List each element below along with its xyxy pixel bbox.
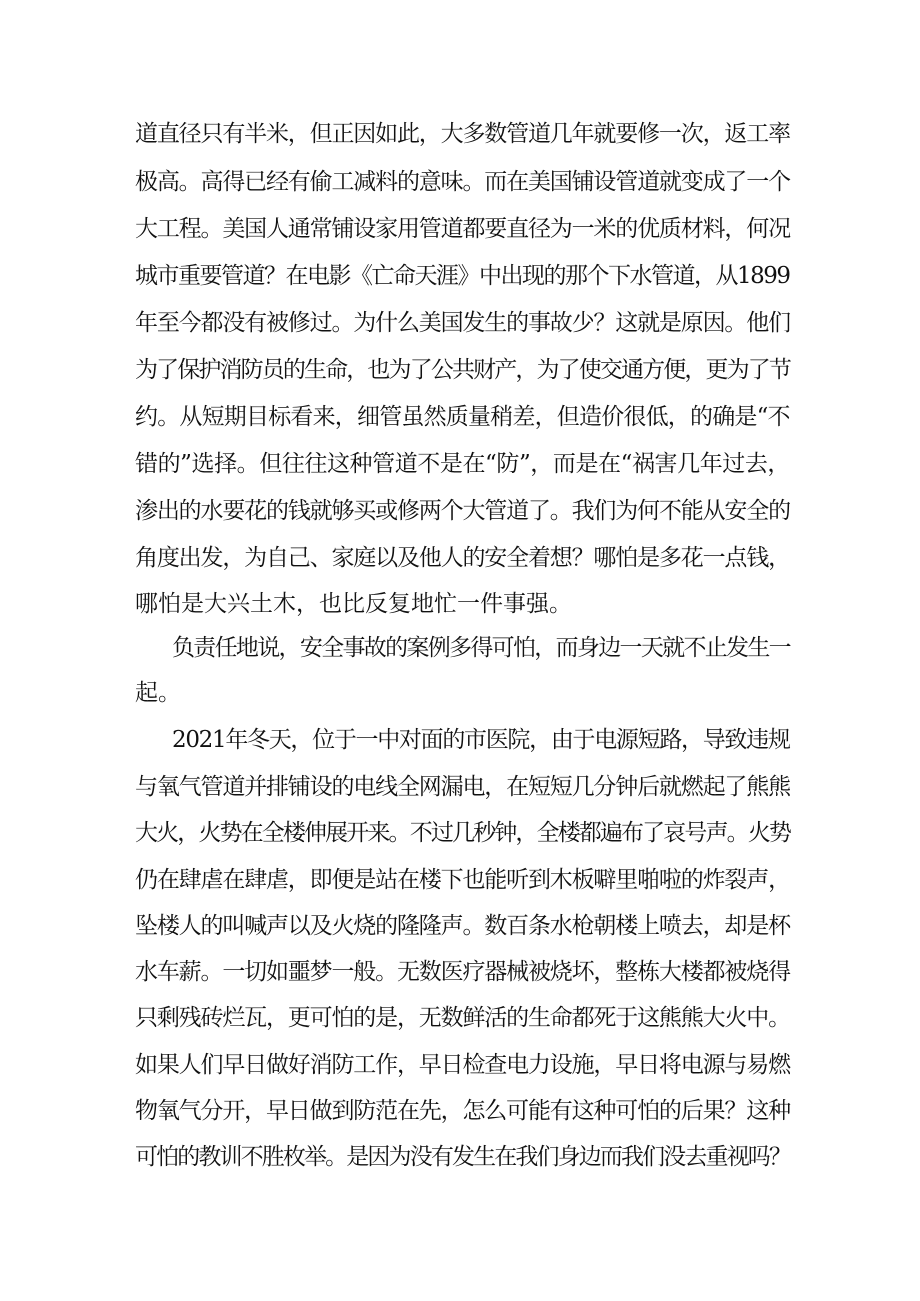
text-line: 道直径只有半米，但正因如此，大多数管道几年就要修一次，返工率 (135, 121, 790, 147)
text-line: 只剩残砖烂瓦，更可怕的是，无数鲜活的生命都死于这熊熊大火中。 (135, 1005, 790, 1031)
text-line: 错的”选择。但往往这种管道不是在“防”，而是在“祸害几年过去， (135, 451, 791, 477)
text-line: 2021年冬天，位于一中对面的市医院，由于电源短路，导致违规 (172, 727, 790, 753)
text-line: 大工程。美国人通常铺设家用管道都要直径为一米的优质材料，何况 (135, 216, 790, 242)
text-line: 仍在肆虐在肆虐，即便是站在楼下也能听到木板噼里啪啦的炸裂声， (135, 867, 790, 893)
text-line: 物氧气分开，早日做到防范在先，怎么可能有这种可怕的后果？这种 (135, 1098, 790, 1124)
text-line: 约。从短期目标看来，细管虽然质量稍差，但造价很低，的确是“不 (135, 404, 790, 430)
text-line: 渗出的水要花的钱就够买或修两个大管道了。我们为何不能从安全的 (135, 498, 790, 524)
text-line: 水车薪。一切如噩梦一般。无数医疗器械被烧坏，整栋大楼都被烧得 (135, 959, 790, 985)
text-line: 与氧气管道并排铺设的电线全网漏电，在短短几分钟后就燃起了熊熊 (135, 774, 790, 800)
text-line: 城市重要管道？在电影《亡命天涯》中出现的那个下水管道，从1899 (135, 263, 790, 289)
text-line: 坠楼人的叫喊声以及火烧的隆隆声。数百条水枪朝楼上喷去，却是杯 (135, 913, 790, 939)
text-line: 可怕的教训不胜枚举。是因为没有发生在我们身边而我们没去重视吗？ (135, 1144, 791, 1170)
text-line: 角度出发，为自己、家庭以及他人的安全着想？哪怕是多花一点钱， (135, 545, 790, 571)
text-line: 如果人们早日做好消防工作，早日检查电力设施，早日将电源与易燃 (135, 1052, 790, 1078)
text-line: 负责任地说，安全事故的案例多得可怕，而身边一天就不止发生一 (172, 635, 790, 661)
text-line: 为了保护消防员的生命，也为了公共财产，为了使交通方便，更为了节 (135, 357, 791, 383)
text-line: 大火，火势在全楼伸展开来。不过几秒钟，全楼都遍布了哀号声。火势 (135, 820, 791, 846)
text-line: 极高。高得已经有偷工减料的意味。而在美国铺设管道就变成了一个 (135, 169, 790, 195)
text-line: 年至今都没有被修过。为什么美国发生的事故少？这就是原因。他们 (135, 310, 790, 336)
text-line: 起。 (135, 680, 181, 706)
text-line: 哪怕是大兴土木，也比反复地忙一件事强。 (135, 591, 572, 617)
